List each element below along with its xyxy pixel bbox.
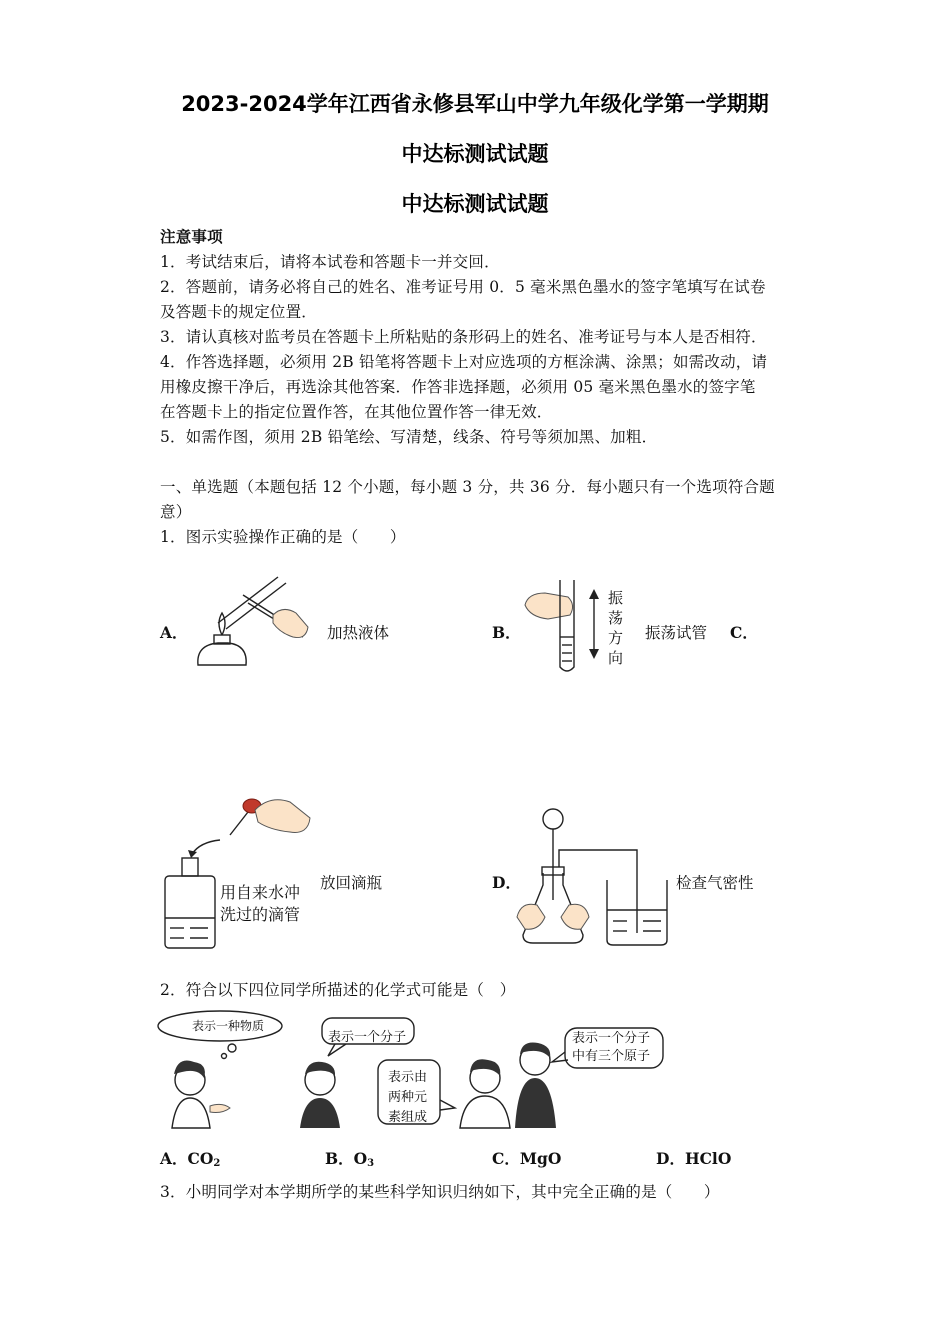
- option-a-letter: A．: [160, 623, 188, 642]
- shake-direction-label: [608, 588, 626, 668]
- q2-option-b-sub: 3: [367, 1158, 375, 1169]
- bubble-text-2: 表示一个分子: [328, 1030, 407, 1045]
- notice-item: 3．请认真核对监考员在答题卡上所粘贴的条形码上的姓名、准考证号与本人是否相符．: [160, 328, 767, 346]
- notice-item: 在答题卡上的指定位置作答，在其他位置作答一律无效．: [160, 403, 553, 421]
- bubble-text-4-line: 中有三个原子: [572, 1049, 651, 1064]
- option-c-caption: 放回滴瓶: [320, 874, 383, 892]
- q2-option-b-letter: B．: [325, 1149, 354, 1168]
- notice-item: 5．如需作图，须用 2B 铅笔绘、写清楚，线条、符号等须加黑、加粗．: [160, 428, 658, 446]
- notice-item: 1．考试结束后，请将本试卷和答题卡一并交回．: [160, 253, 500, 271]
- air-tightness-figure: [515, 805, 670, 953]
- notice-item: 及答题卡的规定位置．: [160, 303, 318, 321]
- option-c-letter: C．: [730, 623, 758, 642]
- shake-direction-char: 方: [608, 629, 624, 647]
- bubble-text-3-line: 素组成: [388, 1110, 428, 1125]
- dropper-return-figure: [160, 790, 320, 955]
- dropper-note: [220, 882, 300, 926]
- q2-option-a-letter: A．: [160, 1149, 188, 1168]
- option-b-letter: B．: [492, 623, 521, 642]
- dropper-note-line: 洗过的滴管: [220, 905, 301, 924]
- option-b-caption: 振荡试管: [645, 624, 708, 642]
- option-d-caption: 检查气密性: [676, 874, 754, 892]
- page-title-line3: 中达标测试试题: [401, 192, 549, 216]
- q2-option-a-formula: CO: [187, 1149, 214, 1168]
- q2-option-c-letter: C．: [492, 1149, 520, 1168]
- bubble-text-3-line: 表示由: [388, 1070, 428, 1085]
- q2-option-a: [160, 1147, 220, 1169]
- bubble-text-4: [572, 1030, 650, 1066]
- bubble-text-3-line: 两种元: [388, 1090, 428, 1105]
- shake-direction-char: 荡: [608, 609, 624, 627]
- page-title-line1: 2023-2024学年江西省永修县军山中学九年级化学第一学期期: [181, 92, 769, 116]
- option-a-caption: 加热液体: [327, 624, 390, 642]
- question-3-stem: 3．小明同学对本学期所学的某些科学知识归纳如下，其中完全正确的是（ ）: [160, 1183, 720, 1201]
- question-1-stem: 1．图示实验操作正确的是（ ）: [160, 528, 406, 546]
- question-2-stem: 2．符合以下四位同学所描述的化学式可能是（ ）: [160, 981, 516, 999]
- q2-option-c: [492, 1147, 561, 1169]
- section-heading-line2: 意）: [160, 503, 192, 521]
- heating-liquid-figure: [188, 565, 318, 680]
- page-title-line2: 中达标测试试题: [401, 142, 549, 166]
- notice-item: 2．答题前，请务必将自己的姓名、准考证号用 0．5 毫米黑色墨水的签字笔填写在试卷: [160, 278, 766, 296]
- q2-option-d: [656, 1147, 731, 1169]
- q2-option-c-formula: MgO: [519, 1149, 562, 1168]
- bubble-text-3: [388, 1068, 427, 1128]
- q2-option-d-letter: D．: [656, 1149, 685, 1168]
- bubble-text-1: 表示一种物质: [192, 1019, 265, 1033]
- q2-option-b-formula: O: [353, 1149, 368, 1168]
- notice-item: 4．作答选择题，必须用 2B 铅笔将答题卡上对应选项的方框涂满、涂黑；如需改动，请: [160, 353, 768, 371]
- option-d-letter: D．: [492, 873, 521, 892]
- shake-direction-char: 向: [608, 649, 624, 667]
- dropper-note-line: 用自来水冲: [220, 883, 301, 902]
- bubble-text-4-line: 表示一个分子: [572, 1031, 651, 1046]
- notice-item: 用橡皮擦干净后，再选涂其他答案．作答非选择题，必须用 05 毫米黑色墨水的签字笔: [160, 378, 756, 396]
- q2-option-b: [325, 1147, 374, 1169]
- shaking-test-tube-figure: [520, 575, 600, 680]
- notice-heading: 注意事项: [160, 227, 223, 246]
- section-heading-line1: 一、单选题（本题包括 12 个小题，每小题 3 分，共 36 分．每小题只有一个选项符合题: [160, 478, 775, 496]
- shake-direction-char: 振: [608, 589, 624, 607]
- q2-option-a-sub: 2: [213, 1158, 221, 1169]
- q2-option-d-formula: HClO: [684, 1149, 732, 1168]
